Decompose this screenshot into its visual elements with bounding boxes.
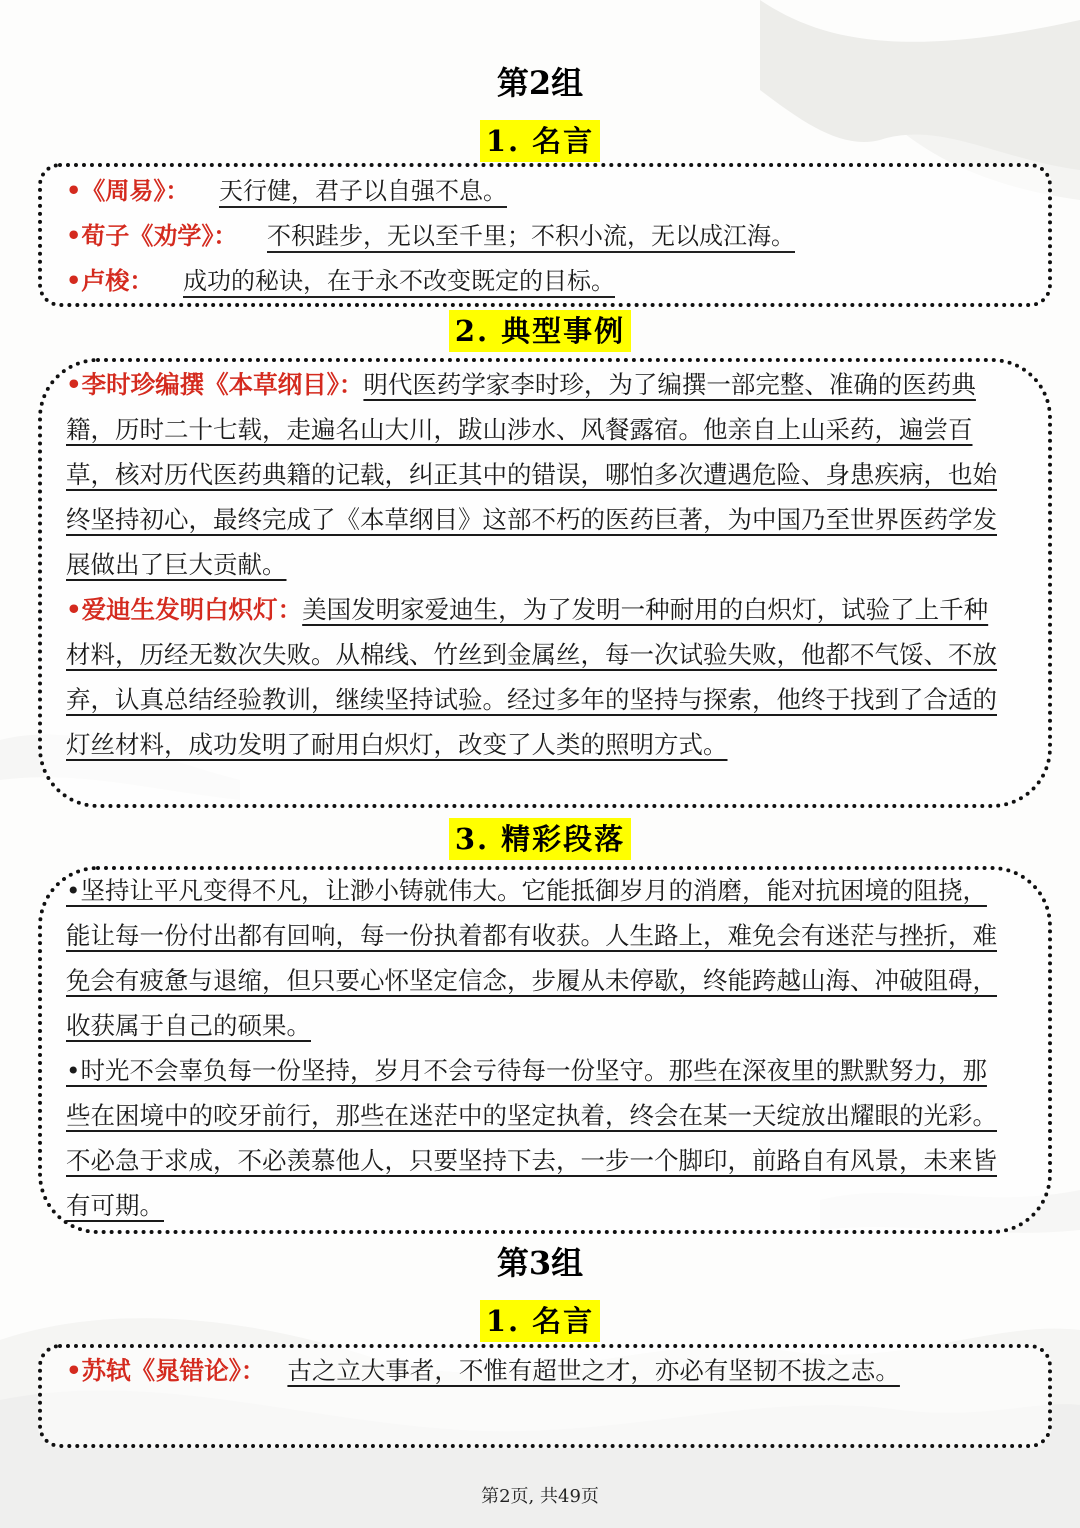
section-heading-label: 2. 典型事例	[449, 310, 631, 352]
quote-row	[66, 1348, 1010, 1393]
paragraphs-content	[66, 868, 1010, 1228]
group2-paragraphs-heading	[0, 818, 1080, 860]
quote-source: •苏轼《晁错论》：	[66, 1356, 266, 1385]
quote-source: •荀子《劝学》：	[66, 221, 238, 250]
group2-title: 第2组	[496, 64, 584, 102]
quote-text: 古之立大事者，不惟有超世之才，亦必有坚韧不拔之志。	[287, 1356, 900, 1385]
section-heading-label: 3. 精彩段落	[449, 818, 631, 860]
example-item	[66, 362, 1010, 587]
paragraph-item: •时光不会辜负每一份坚持，岁月不会亏待每一份坚守。那些在深夜里的默默努力，那些在困境中的咬牙前行，那些在迷茫中的坚定执着，终会在某一天绽放出耀眼的光彩。不必急于求成，不必羡慕他人，只要坚持下去，一步一个脚印，前路自有风景，未来皆有可期。	[66, 1056, 997, 1220]
group3-title: 第3组	[496, 1244, 584, 1282]
group3-quotes-heading	[0, 1300, 1080, 1342]
quote-source: •《周易》：	[66, 176, 190, 205]
quote-text: 不积跬步，无以至千里；不积小流，无以成江海。	[267, 222, 795, 253]
group3-quotes-content	[66, 1348, 1010, 1393]
example-text: 明代医药学家李时珍，为了编撰一部完整、准确的医药典籍，历时二十七载，走遍名山大川，跋山涉水、风餐露宿。他亲自上山采药，遍尝百草，核对历代医药典籍的记载，纠正其中的错误，哪怕多次遭遇危险、身患疾病，也始终坚持初心，最终完成了《本草纲目》这部不朽的医药巨著，为中国乃至世界医药学发展做出了巨大贡献。	[66, 370, 997, 579]
section-heading-label: 1. 名言	[480, 120, 600, 162]
section-heading-label: 1. 名言	[480, 1300, 600, 1342]
page-number: 第2页, 共49页	[481, 1486, 599, 1507]
example-item	[66, 587, 1010, 767]
example-source: •爱迪生发明白炽灯：	[66, 595, 303, 624]
quote-row	[66, 219, 795, 253]
quote-source: •卢梭：	[66, 266, 154, 295]
quote-row	[66, 174, 507, 208]
paragraph-item: •坚持让平凡变得不凡，让渺小铸就伟大。它能抵御岁月的消磨，能对抗困境的阻挠，能让每一份付出都有回响，每一份执着都有收获。人生路上，难免会有迷茫与挫折，难免会有疲惫与退缩，但只要心怀坚定信念，步履从未停歇，终能跨越山海、冲破阻碍，收获属于自己的硕果。	[66, 876, 997, 1040]
group2-quotes-heading	[0, 120, 1080, 162]
examples-content	[66, 362, 1010, 767]
quote-text: 天行健，君子以自强不息。	[219, 177, 507, 208]
quote-text: 成功的秘诀，在于永不改变既定的目标。	[183, 267, 615, 298]
group2-examples-heading	[0, 310, 1080, 352]
quote-row	[66, 264, 615, 298]
example-source: •李时珍编撰《本草纲目》：	[66, 370, 364, 399]
example-text: 美国发明家爱迪生，为了发明一种耐用的白炽灯，试验了上千种材料，历经无数次失败。从棉线、竹丝到金属丝，每一次试验失败，他都不气馁、不放弃，认真总结经验教训，继续坚持试验。经过多年的坚持与探索，他终于找到了合适的灯丝材料，成功发明了耐用白炽灯，改变了人类的照明方式。	[66, 595, 997, 759]
